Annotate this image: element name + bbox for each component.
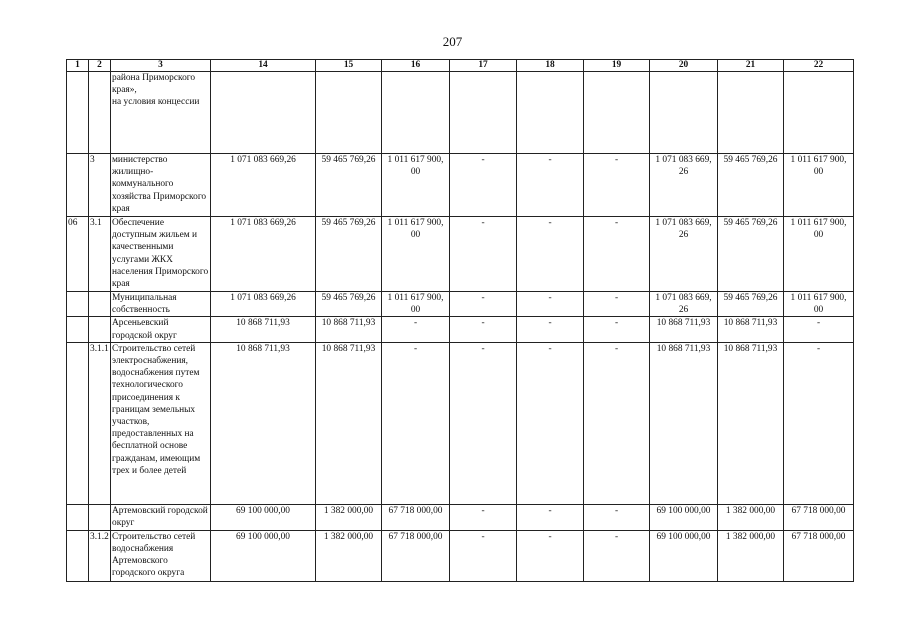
header-row <box>67 60 854 72</box>
table-cell-14: 1 071 083 669,26 <box>211 292 316 317</box>
table-cell-1 <box>67 317 89 342</box>
table-cell-20: 69 100 000,00 <box>650 504 718 530</box>
col-header: 14 <box>211 60 316 72</box>
table-cell-3: Строительство сетей электроснабжения, водоснабжения путем технологического присоединения к границам земельных участков, предоставленных на бесплатной основе гражданам, имеющим трех и более детей <box>111 342 211 504</box>
table-cell-18: - <box>517 530 584 581</box>
table-cell-20: 10 868 711,93 <box>650 342 718 504</box>
col-header: 20 <box>650 60 718 72</box>
table-cell-14: 69 100 000,00 <box>211 504 316 530</box>
table-cell-20: 1 071 083 669, 26 <box>650 292 718 317</box>
table-cell-17: - <box>450 317 517 342</box>
table-cell-3: Строительство сетей водоснабжения Артемовского городского округа <box>111 530 211 581</box>
table-cell-20: 10 868 711,93 <box>650 317 718 342</box>
table-cell-15: 1 382 000,00 <box>316 504 382 530</box>
table-cell-18: - <box>517 154 584 217</box>
table-cell-15: 59 465 769,26 <box>316 217 382 292</box>
col-header: 1 <box>67 60 89 72</box>
table-cell-22: - <box>784 342 854 504</box>
table-cell-2: 3.1 <box>89 217 111 292</box>
budget-table <box>66 59 854 582</box>
table-cell-19: - <box>584 217 650 292</box>
table-cell-16: 67 718 000,00 <box>382 530 450 581</box>
table-cell-18 <box>517 72 584 154</box>
table-cell-17: - <box>450 217 517 292</box>
page-number: 207 <box>442 34 463 49</box>
table-cell-17: - <box>450 292 517 317</box>
table-cell-22: 67 718 000,00 <box>784 530 854 581</box>
table-cell-20: 1 071 083 669, 26 <box>650 217 718 292</box>
table-cell-21: 1 382 000,00 <box>718 504 784 530</box>
table-cell-20: 1 071 083 669, 26 <box>650 154 718 217</box>
table-cell-17 <box>450 72 517 154</box>
table-cell-16: 1 011 617 900, 00 <box>382 217 450 292</box>
col-header: 22 <box>784 60 854 72</box>
table-cell-16: 67 718 000,00 <box>382 504 450 530</box>
table-cell-21 <box>718 72 784 154</box>
table-row <box>67 217 854 292</box>
table-cell-1 <box>67 342 89 504</box>
col-header: 15 <box>316 60 382 72</box>
col-header: 18 <box>517 60 584 72</box>
table-cell-3: Обеспечение доступным жильем и качественными услугами ЖКХ населения Приморского края <box>111 217 211 292</box>
table-cell-18: - <box>517 342 584 504</box>
col-header: 19 <box>584 60 650 72</box>
table-cell-2 <box>89 292 111 317</box>
table-cell-22: 1 011 617 900, 00 <box>784 154 854 217</box>
table-cell-21: 59 465 769,26 <box>718 217 784 292</box>
table-cell-21: 59 465 769,26 <box>718 154 784 217</box>
table-cell-22: 67 718 000,00 <box>784 504 854 530</box>
table-row <box>67 292 854 317</box>
table-cell-3: министерство жилищно-коммунального хозяйства Приморского края <box>111 154 211 217</box>
table-cell-20: 69 100 000,00 <box>650 530 718 581</box>
table-cell-1 <box>67 504 89 530</box>
table-cell-16: - <box>382 342 450 504</box>
table-cell-16: - <box>382 317 450 342</box>
table-cell-19 <box>584 72 650 154</box>
table-cell-17: - <box>450 154 517 217</box>
table-cell-3: района Приморского края», на условия концессии <box>111 72 211 154</box>
table-cell-15: 59 465 769,26 <box>316 292 382 317</box>
col-header: 17 <box>450 60 517 72</box>
table-row <box>67 342 854 504</box>
table-cell-1 <box>67 72 89 154</box>
table-cell-3: Артемовский городской округ <box>111 504 211 530</box>
table-cell-17: - <box>450 342 517 504</box>
table-cell-18: - <box>517 217 584 292</box>
table-cell-3: Муниципальная собственность <box>111 292 211 317</box>
table-cell-14: 10 868 711,93 <box>211 317 316 342</box>
table-cell-1 <box>67 154 89 217</box>
col-header: 2 <box>89 60 111 72</box>
table-cell-14: 10 868 711,93 <box>211 342 316 504</box>
table-cell-16: 1 011 617 900, 00 <box>382 292 450 317</box>
table-cell-15: 59 465 769,26 <box>316 154 382 217</box>
table-cell-19: - <box>584 504 650 530</box>
table-cell-21: 1 382 000,00 <box>718 530 784 581</box>
table-cell-3: Арсеньевский городской округ <box>111 317 211 342</box>
table-cell-16: 1 011 617 900, 00 <box>382 154 450 217</box>
table-cell-21: 10 868 711,93 <box>718 317 784 342</box>
table-cell-15: 10 868 711,93 <box>316 317 382 342</box>
table-cell-18: - <box>517 292 584 317</box>
table-cell-22: - <box>784 317 854 342</box>
table-cell-14: 69 100 000,00 <box>211 530 316 581</box>
table-row <box>67 317 854 342</box>
table-cell-19: - <box>584 154 650 217</box>
col-header: 16 <box>382 60 450 72</box>
table-cell-22: 1 011 617 900, 00 <box>784 217 854 292</box>
col-header: 21 <box>718 60 784 72</box>
table-cell-1 <box>67 530 89 581</box>
table-cell-17: - <box>450 530 517 581</box>
table-cell-2 <box>89 317 111 342</box>
table-cell-22 <box>784 72 854 154</box>
table-cell-19: - <box>584 292 650 317</box>
table-row <box>67 530 854 581</box>
table-cell-18: - <box>517 317 584 342</box>
table-cell-15: 10 868 711,93 <box>316 342 382 504</box>
table-row <box>67 504 854 530</box>
table-cell-2 <box>89 72 111 154</box>
table-cell-15 <box>316 72 382 154</box>
table-cell-22: 1 011 617 900, 00 <box>784 292 854 317</box>
table-cell-2 <box>89 504 111 530</box>
col-header: 3 <box>111 60 211 72</box>
table-cell-1: 06 <box>67 217 89 292</box>
table-cell-1 <box>67 292 89 317</box>
table-row <box>67 72 854 154</box>
table-cell-20 <box>650 72 718 154</box>
table-row <box>67 154 854 217</box>
table-cell-19: - <box>584 342 650 504</box>
table-cell-19: - <box>584 530 650 581</box>
table-cell-15: 1 382 000,00 <box>316 530 382 581</box>
table-cell-2: 3.1.2 <box>89 530 111 581</box>
table-cell-14 <box>211 72 316 154</box>
table-cell-2: 3 <box>89 154 111 217</box>
table-cell-16 <box>382 72 450 154</box>
table-cell-21: 10 868 711,93 <box>718 342 784 504</box>
table-cell-18: - <box>517 504 584 530</box>
table-cell-17: - <box>450 504 517 530</box>
table-cell-21: 59 465 769,26 <box>718 292 784 317</box>
table-cell-14: 1 071 083 669,26 <box>211 217 316 292</box>
table-cell-19: - <box>584 317 650 342</box>
table-cell-14: 1 071 083 669,26 <box>211 154 316 217</box>
table-cell-2: 3.1.1 <box>89 342 111 504</box>
